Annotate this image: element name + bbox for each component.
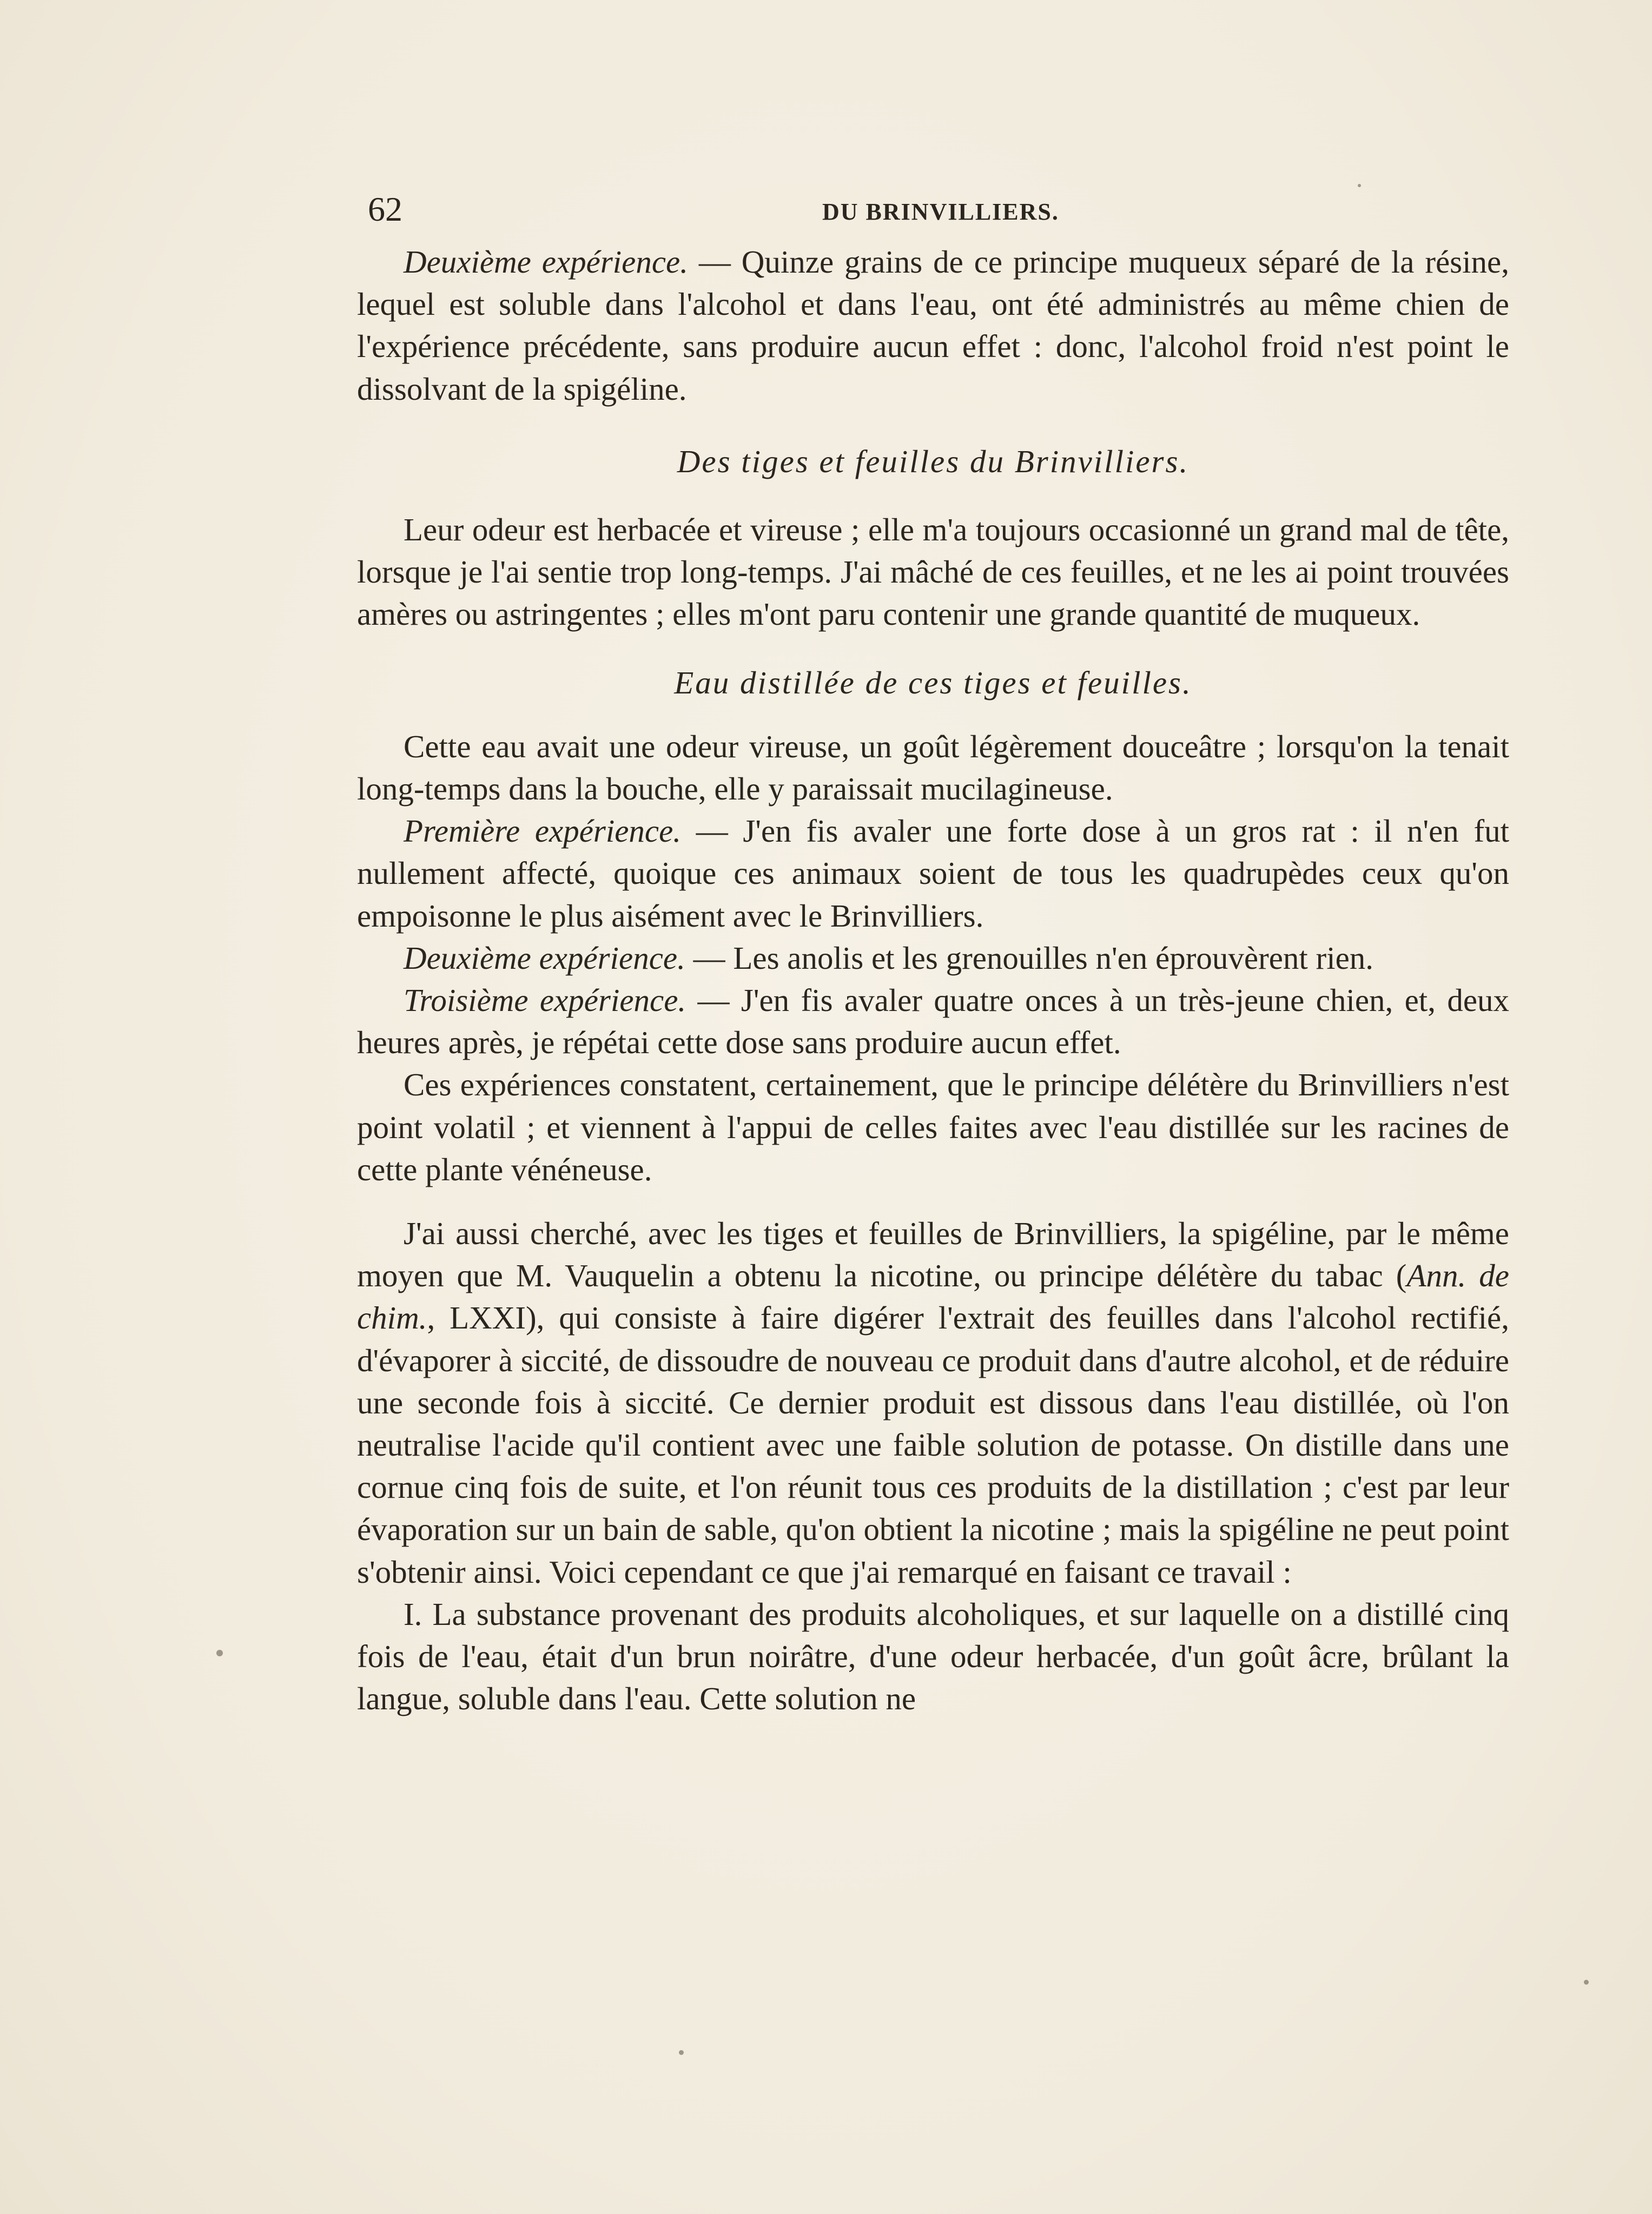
paragraph-deuxieme-experience-2 <box>357 937 1509 979</box>
page-header <box>368 184 1066 238</box>
experiment-label: Troisième expérience. <box>404 982 686 1019</box>
section-title-eau-distillee: Eau distillée de ces tiges et feuilles. <box>674 664 1192 700</box>
page-number: 62 <box>368 190 402 228</box>
paper-speck <box>679 2050 684 2055</box>
paragraph-text: J'ai aussi cherché, avec les tiges et feuilles de Brinvilliers, la spigéline, par le même moyen que M. Vauquelin a obtenu la nicotine, ou principe délétère du tabac ( <box>357 1215 1509 1294</box>
bibliographic-reference: Ann. de chim. <box>357 1258 1509 1336</box>
paragraph-text: — Quinze grains de ce principe muqueux séparé de la résine, lequel est soluble dans l'alcohol et dans l'eau, ont été administrés au même chien de l'expérience précédente, sans produire aucun effet : donc, l'alcohol froid n'est point le dissolvant de la spigéline. <box>357 244 1509 407</box>
paper-speck <box>1584 1980 1589 1985</box>
section-title-tiges-feuilles: Des tiges et feuilles du Brinvilliers. <box>677 443 1190 479</box>
paragraph-cette-eau: Cette eau avait une odeur vireuse, un goût légèrement douceâtre ; lorsqu'on la tenait long-temps dans la bouche, elle y paraissait mucilagineuse. <box>357 728 1509 807</box>
paragraph-text: — Les anolis et les grenouilles n'en éprouvèrent rien. <box>685 940 1374 976</box>
paragraph-deuxieme-experience-1 <box>357 241 1509 410</box>
paragraph-troisieme-experience <box>357 979 1509 1063</box>
running-head: DU BRINVILLIERS. <box>822 199 1059 225</box>
body-text <box>357 241 1509 1720</box>
experiment-label: Deuxième expérience. <box>404 940 685 976</box>
paragraph-ces-experiences: Ces expériences constatent, certainement, que le principe délétère du Brinvilliers n'est point volatil ; et viennent à l'appui de celles faites avec l'eau distillée sur les racines de cette plante vénéneuse. <box>357 1067 1509 1187</box>
paragraph-odeur: Leur odeur est herbacée et vireuse ; elle m'a toujours occasionné un grand mal de tête, lorsque je l'ai sentie trop long-temps. J'ai mâché de ces feuilles, et ne les ai point trouvées amères ou astringentes ; elles m'ont paru contenir une grande quantité de muqueux. <box>357 512 1509 632</box>
paper-speck <box>216 1650 223 1656</box>
paragraph-text: , LXXI), qui consiste à faire digérer l'extrait des feuilles dans l'alcohol rectifié, d'évaporer à siccité, de dissoudre de nouveau ce produit dans d'autre alcohol, et de réduire une seconde fois à siccité. Ce dernier produit est dissous dans l'eau distillée, où l'on neutralise l'acide qu'il contient avec une faible solution de potasse. On distille dans une cornue cinq fois de suite, et l'on réunit tous ces produits de la distillation ; c'est par leur évaporation sur un bain de sable, qu'on obtient la nicotine ; mais la spigéline ne peut point s'obtenir ainsi. Voici cependant ce que j'ai remarqué en faisant ce travail : <box>357 1300 1509 1590</box>
paragraph-item-one: I. La substance provenant des produits alcoholiques, et sur laquelle on a distillé cinq fois de l'eau, était d'un brun noirâtre, d'une odeur herbacée, d'un goût âcre, brûlant la langue, soluble dans l'eau. Cette solution ne <box>357 1596 1509 1717</box>
experiment-label: Première expérience. <box>404 813 682 849</box>
paragraph-premiere-experience <box>357 810 1509 937</box>
paragraph-text: — J'en fis avaler une forte dose à un gros rat : il n'en fut nullement affecté, quoique ces animaux soient de tous les quadrupèdes ceux qu'on empoisonne le plus aisément avec le Brinvilliers. <box>357 813 1509 934</box>
paper-speck <box>1358 184 1361 187</box>
paragraph-text: — J'en fis avaler quatre onces à un très-jeune chien, et, deux heures après, je répétai cette dose sans produire aucun effet. <box>357 982 1510 1061</box>
experiment-label: Deuxième expérience. <box>404 244 688 280</box>
paragraph-jai-aussi-cherche <box>357 1212 1509 1593</box>
